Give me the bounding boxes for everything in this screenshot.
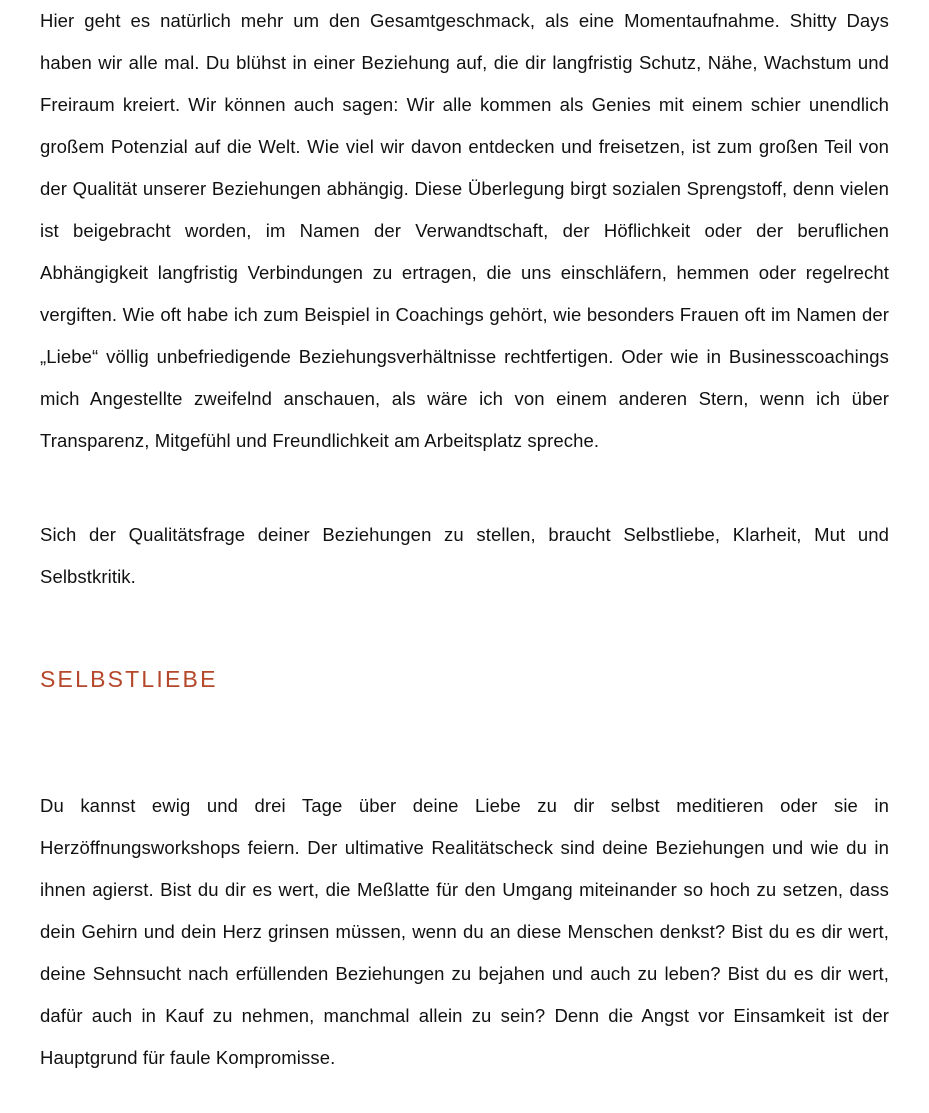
section-heading-selbstliebe: SELBSTLIEBE — [40, 666, 218, 692]
paragraph-spacer — [40, 462, 889, 514]
heading-spacer-below — [40, 693, 889, 785]
paragraph-intro: Hier geht es natürlich mehr um den Gesamtgeschmack, als eine Momentaufnahme. Shitty Days haben wir alle mal. Du blühst in einer Beziehung auf, die dir langfristig Schutz, Nähe, Wachstum und Freiraum kreiert. Wir können auch sagen: Wir alle kommen als Genies mit einem schier unendlich großem Potenzial auf die Welt. Wie viel wir davon entdecken und freisetzen, ist zum großen Teil von der Qualität unserer Beziehungen abhängig. Diese Überlegung birgt sozialen Sprengstoff, denn vielen ist beigebracht worden, im Namen der Verwandtschaft, der Höflichkeit oder der beruflichen Abhängigkeit langfristig Verbindungen zu ertragen, die uns einschläfern, hemmen oder regelrecht vergiften. Wie oft habe ich zum Beispiel in Coachings gehört, wie besonders Frauen oft im Namen der „Liebe“ völlig unbefriedigende Beziehungsverhältnisse rechtfertigen. Oder wie in Businesscoachings mich Angestellte zweifelnd anschauen, als wäre ich von einem anderen Stern, wenn ich über Transparenz, Mitgefühl und Freundlichkeit am Arbeitsplatz spreche. — [40, 10, 889, 451]
paragraph-selbstliebe-body: Du kannst ewig und drei Tage über deine Liebe zu dir selbst meditieren oder sie in Herzöffnungsworkshops feiern. Der ultimative Realitätscheck sind deine Beziehungen und wie du in ihnen agierst. Bist du dir es wert, die Meßlatte für den Umgang miteinander so hoch zu setzen, dass dein Gehirn und dein Herz grinsen müssen, wenn du an diese Menschen denkst? Bist du es dir wert, deine Sehnsucht nach erfüllenden Beziehungen zu bejahen und auch zu leben? Bist du es dir wert, dafür auch in Kauf zu nehmen, manchmal allein zu sein? Denn die Angst vor Einsamkeit ist der Hauptgrund für faule Kompromisse. — [40, 795, 889, 1068]
heading-spacer-above — [40, 598, 889, 666]
paragraph-qualitaetsfrage: Sich der Qualitätsfrage deiner Beziehungen zu stellen, braucht Selbstliebe, Klarheit, Mut und Selbstkritik. — [40, 524, 889, 587]
